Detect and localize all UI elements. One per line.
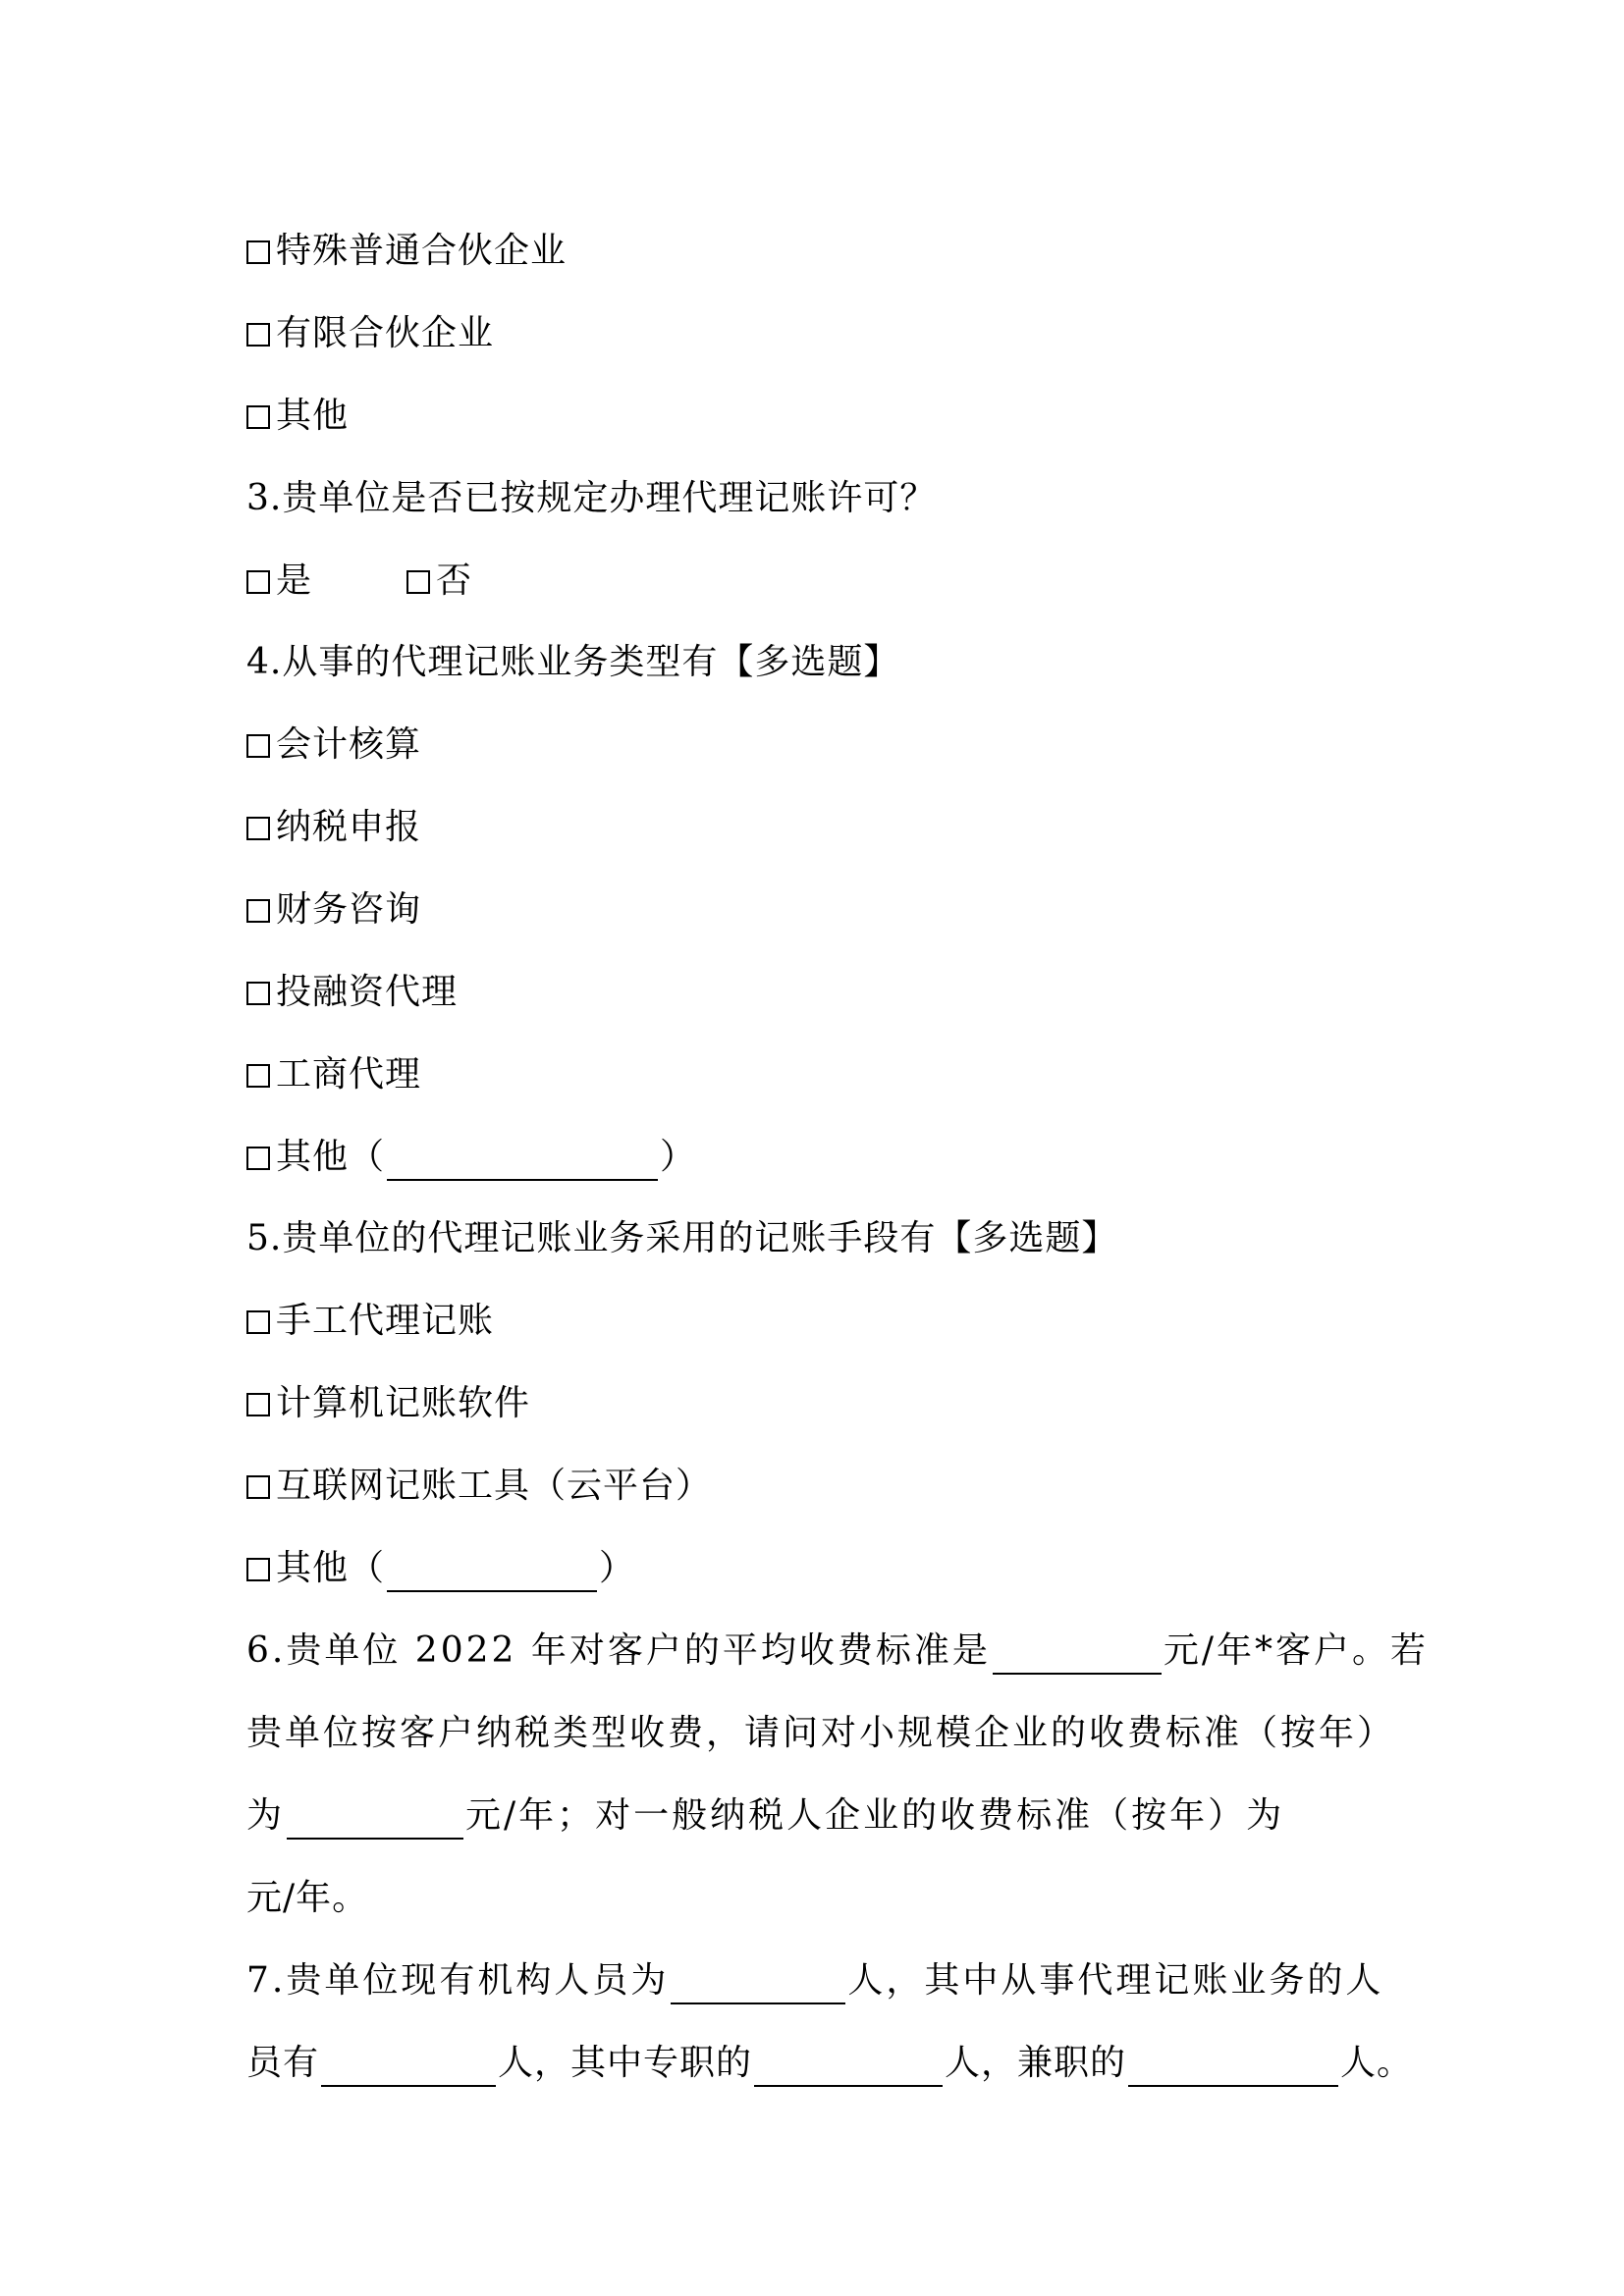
q3-options — [246, 558, 1385, 605]
q4-option-business-registration[interactable] — [246, 1051, 1385, 1098]
checkbox[interactable] — [246, 1064, 270, 1088]
full-time-staff-blank[interactable] — [754, 2052, 943, 2087]
checkbox[interactable] — [246, 1147, 270, 1170]
question-7-line-2 — [246, 2040, 1414, 2087]
checkbox[interactable] — [246, 1393, 270, 1416]
question-text: 3.贵单位是否已按规定办理代理记账许可？ — [246, 478, 937, 518]
q5-option-software[interactable] — [246, 1380, 1385, 1427]
question-6-line-3 — [246, 1792, 1385, 1840]
question-text: 人，其中专职的 — [498, 2043, 753, 2083]
checkbox[interactable] — [246, 817, 270, 840]
checkbox[interactable] — [246, 982, 270, 1005]
checkbox[interactable] — [246, 405, 270, 429]
question-text: 为 — [246, 1795, 286, 1836]
option-no[interactable] — [406, 561, 472, 601]
question-text: 5.贵单位的代理记账业务采用的记账手段有【多选题】 — [246, 1218, 1118, 1258]
question-text: 6.贵单位 2022 年对客户的平均收费标准是 — [246, 1630, 991, 1671]
checkbox[interactable] — [246, 734, 270, 758]
question-text: 元/年。 — [246, 1878, 369, 1918]
small-scale-fee-blank[interactable] — [287, 1804, 463, 1840]
q4-option-tax-filing[interactable] — [246, 804, 1385, 851]
q4-option-financial-consulting[interactable] — [246, 886, 1385, 934]
q5-option-cloud[interactable] — [246, 1463, 1385, 1510]
paren-close: ） — [599, 1548, 636, 1588]
option-label: 其他 — [276, 396, 350, 436]
option-label: 是 — [276, 561, 313, 601]
option-label: 财务咨询 — [276, 889, 422, 930]
question-text: 人，兼职的 — [945, 2043, 1127, 2083]
question-6-line-1 — [246, 1628, 1429, 1675]
option-label: 纳税申报 — [276, 807, 422, 847]
q4-option-other[interactable] — [246, 1134, 1385, 1181]
option-label: 会计核算 — [276, 724, 422, 765]
checkbox[interactable] — [246, 323, 270, 347]
total-staff-blank[interactable] — [671, 1969, 845, 2004]
question-3 — [246, 475, 1385, 522]
option-label: 有限合伙企业 — [276, 313, 495, 353]
question-5 — [246, 1215, 1385, 1262]
question-text: 人。 — [1340, 2043, 1414, 2083]
avg-fee-blank[interactable] — [993, 1639, 1162, 1675]
other-blank[interactable] — [387, 1557, 597, 1592]
part-time-staff-blank[interactable] — [1128, 2052, 1338, 2087]
option-limited-partnership[interactable] — [246, 310, 1385, 357]
option-other-q2[interactable] — [246, 393, 1385, 440]
other-blank[interactable] — [387, 1146, 658, 1181]
checkbox[interactable] — [246, 1558, 270, 1581]
option-yes[interactable] — [246, 561, 312, 601]
option-label: 投融资代理 — [276, 972, 459, 1012]
checkbox[interactable] — [246, 240, 270, 264]
option-label: 特殊普通合伙企业 — [276, 231, 568, 271]
question-text: 元/年*客户。若 — [1163, 1630, 1429, 1671]
question-7-line-1 — [246, 1957, 1385, 2004]
question-text: 7.贵单位现有机构人员为 — [246, 1960, 670, 2001]
question-text: 贵单位按客户纳税类型收费，请问对小规模企业的收费标准（按年） — [246, 1713, 1396, 1753]
option-label: 工商代理 — [276, 1054, 422, 1095]
option-label: 手工代理记账 — [276, 1301, 495, 1341]
option-label: 计算机记账软件 — [276, 1383, 531, 1423]
question-6-line-2 — [246, 1710, 1396, 1757]
bookkeeping-staff-blank[interactable] — [321, 2052, 496, 2087]
question-4 — [246, 639, 1385, 686]
checkbox[interactable] — [246, 1310, 270, 1334]
q4-option-investment-financing[interactable] — [246, 969, 1385, 1016]
checkbox[interactable] — [246, 899, 270, 923]
option-label: 互联网记账工具（云平台） — [276, 1466, 713, 1506]
question-text: 4.从事的代理记账业务类型有【多选题】 — [246, 642, 900, 682]
q5-option-manual[interactable] — [246, 1298, 1385, 1345]
option-label: 其他（ — [276, 1548, 386, 1588]
option-label: 其他（ — [276, 1137, 386, 1177]
checkbox[interactable] — [406, 570, 430, 594]
question-text: 人，其中从事代理记账业务的人 — [847, 1960, 1384, 2001]
question-text: 元/年；对一般纳税人企业的收费标准（按年）为 — [465, 1795, 1285, 1836]
q4-option-accounting[interactable] — [246, 721, 1385, 769]
q5-option-other[interactable] — [246, 1545, 1385, 1592]
checkbox[interactable] — [246, 1475, 270, 1499]
option-label: 否 — [436, 561, 473, 601]
option-special-general-partnership[interactable] — [246, 228, 1385, 275]
question-6-line-4 — [246, 1875, 1385, 1922]
checkbox[interactable] — [246, 570, 270, 594]
paren-close: ） — [660, 1137, 697, 1177]
question-text: 员有 — [246, 2043, 320, 2083]
